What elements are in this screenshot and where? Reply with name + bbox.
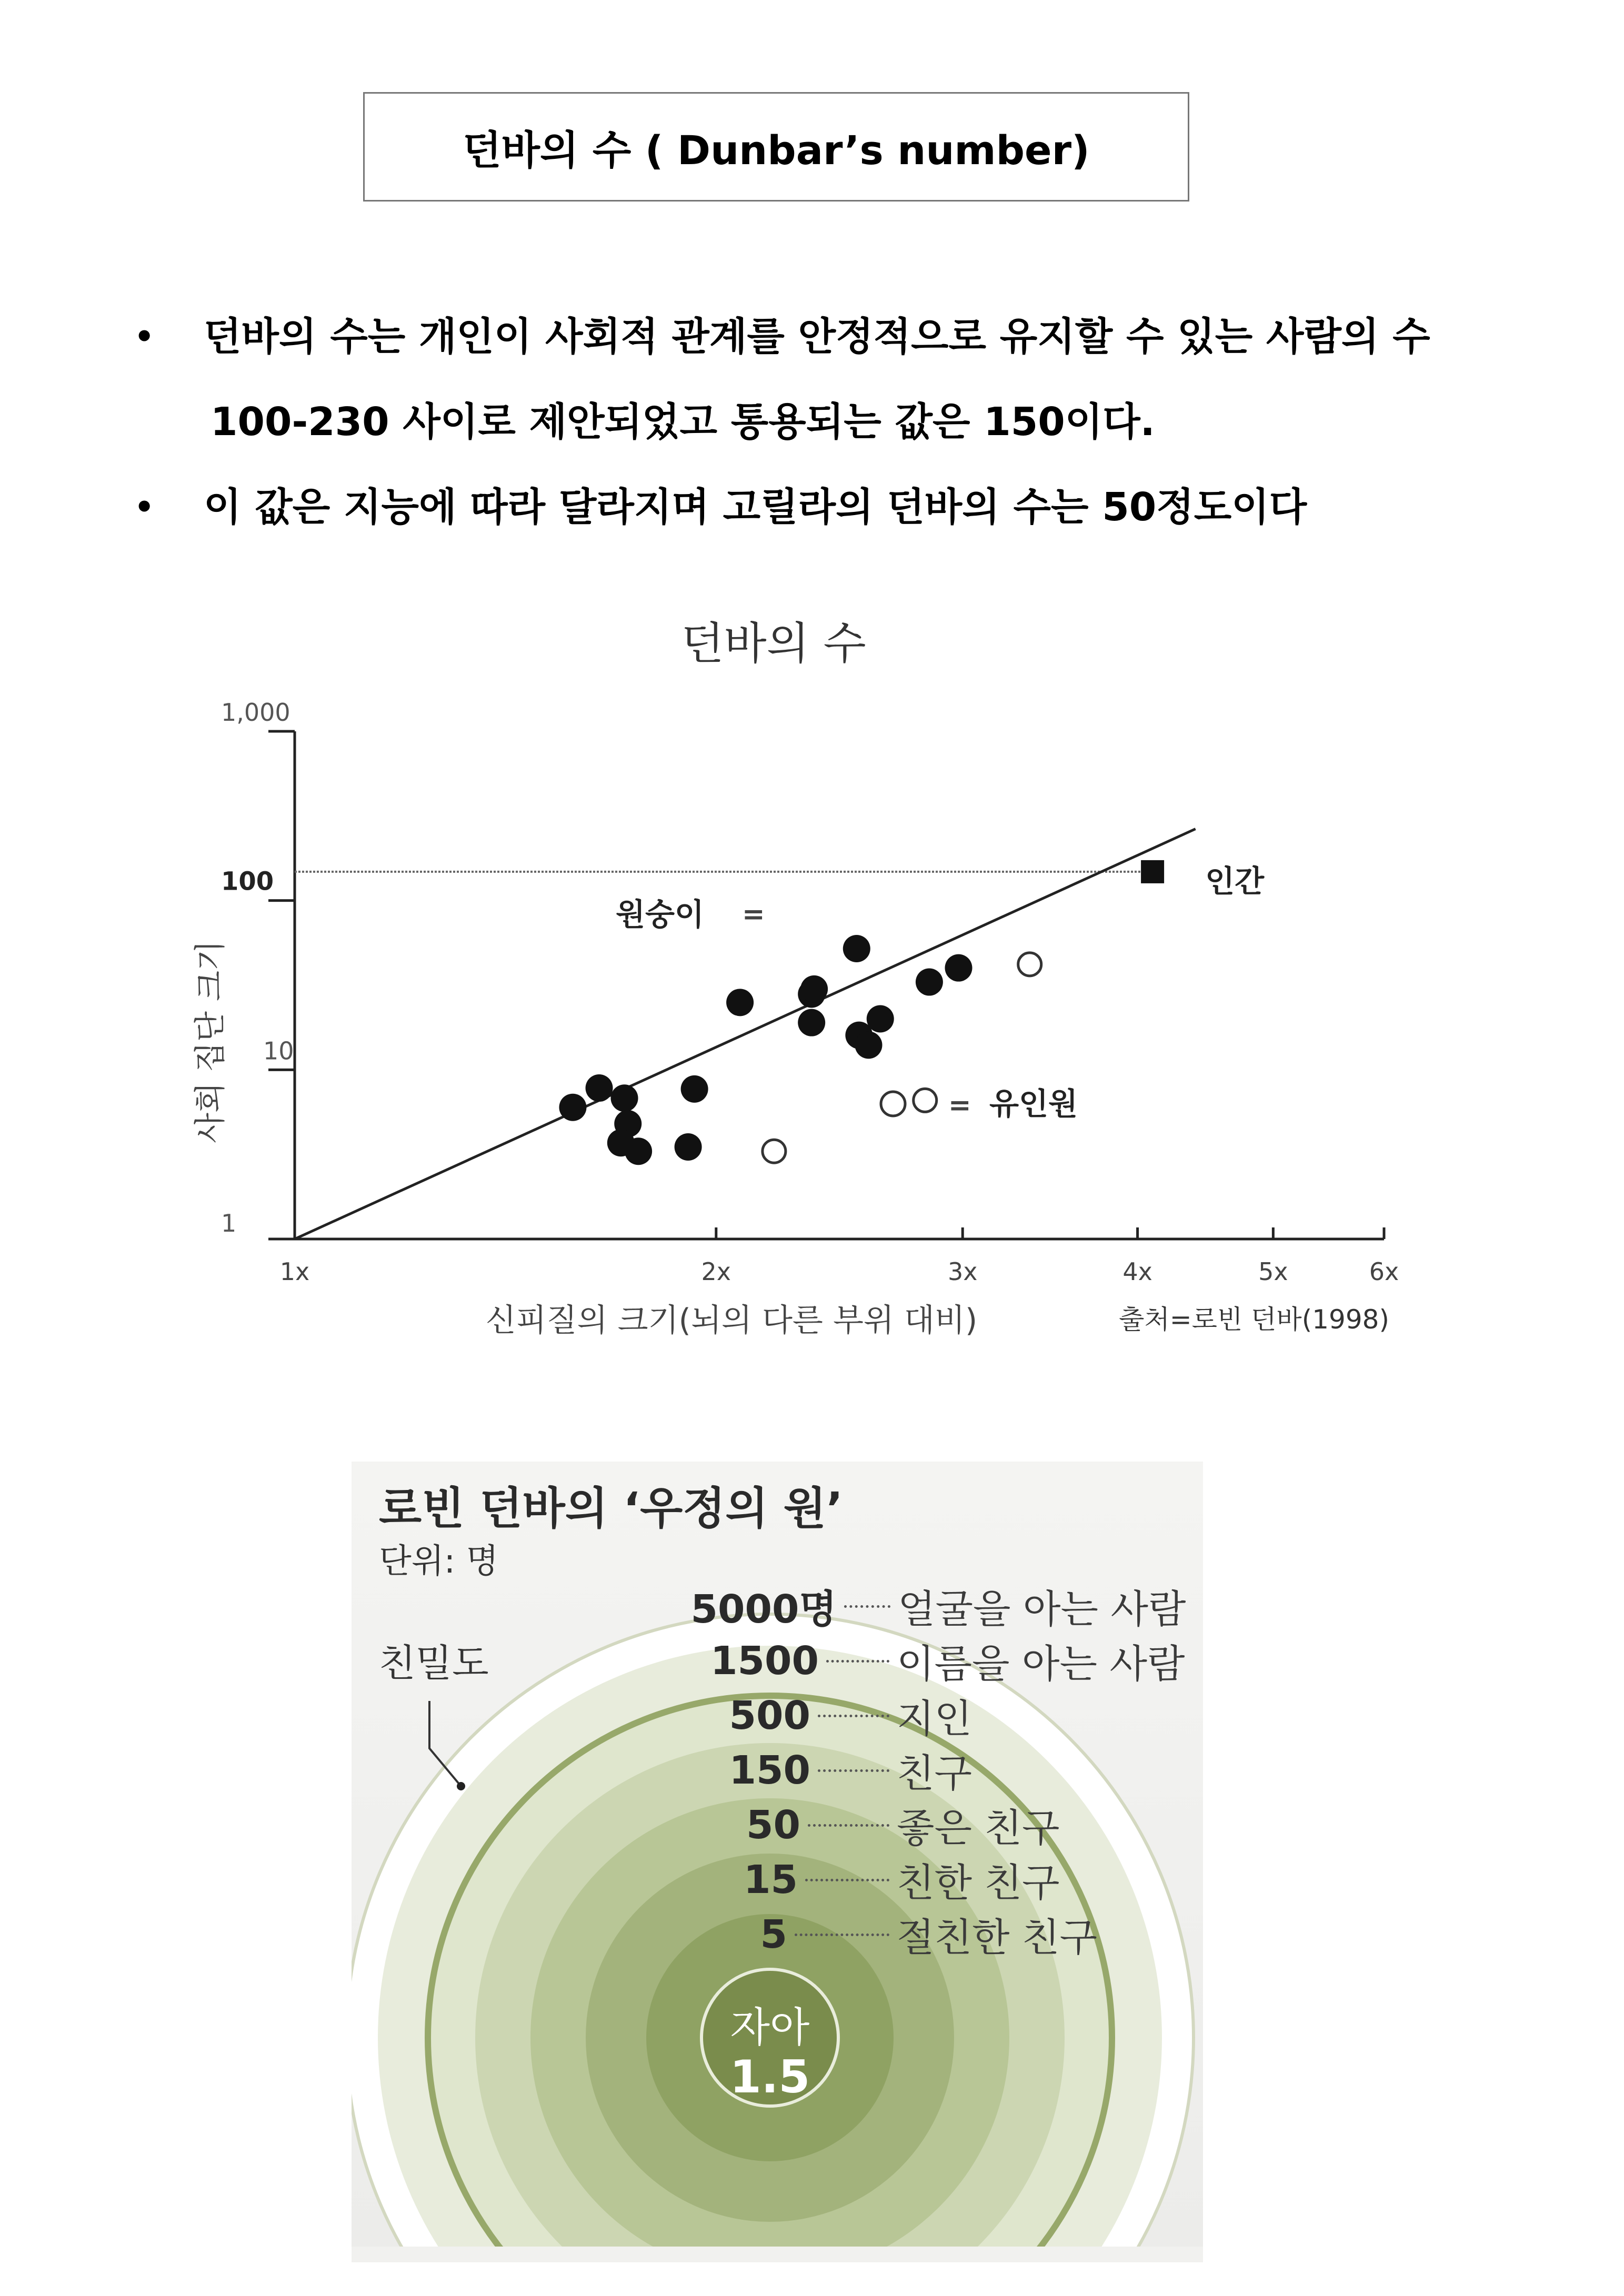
document-title-text: 던바의 수 ( Dunbar’s number) <box>463 126 1090 174</box>
ring-label-row <box>744 1856 1059 1904</box>
intimacy-label: 친밀도 <box>379 1641 489 1685</box>
ring-label-row <box>710 1637 1185 1685</box>
ring-label-row <box>691 1583 1186 1630</box>
figure-bottom-edge <box>352 2247 1203 2262</box>
figure-title: 로빈 던바의 ‘우정의 원’ <box>379 1483 843 1534</box>
list-item <box>134 310 1529 363</box>
monkey-point <box>867 1005 894 1033</box>
leader-line <box>818 1769 889 1772</box>
bullet-marker: • <box>134 318 155 355</box>
leader-line <box>818 1715 889 1717</box>
monkey-point <box>798 1009 825 1036</box>
bullet-marker: • <box>134 489 155 526</box>
x-tick-label: 2x <box>701 1257 731 1286</box>
y-tick-label: 1,000 <box>221 698 290 727</box>
leader-line <box>805 1879 889 1881</box>
self-value: 1.5 <box>729 2051 810 2103</box>
leader-line <box>808 1824 889 1827</box>
y-tick-label: 10 <box>263 1036 294 1065</box>
chart-legend <box>616 863 1265 1122</box>
y-axis-label: 사회 집단 크기 <box>192 940 229 1143</box>
monkey-point <box>945 954 972 982</box>
ring-value: 1500 <box>710 1638 819 1684</box>
x-tick-label: 3x <box>947 1257 978 1286</box>
ring-label: 이름을 아는 사람 <box>897 1642 1185 1687</box>
list-item-continuation <box>134 396 1529 448</box>
ring-label: 친한 친구 <box>897 1860 1060 1906</box>
monkey-point <box>726 989 754 1016</box>
bullet-text: 100-230 사이로 제안되었고 통용되는 값은 150이다. <box>210 399 1155 445</box>
ape-point <box>914 1089 937 1112</box>
y-tick-label: 100 <box>221 867 274 897</box>
ring-label-row <box>760 1911 1097 1958</box>
x-axis-label: 신피질의 크기(뇌의 다른 부위 대비) <box>485 1302 978 1339</box>
figure-unit: 단위: 명 <box>379 1542 499 1581</box>
monkey-point <box>916 969 943 996</box>
ring-value: 50 <box>746 1802 800 1848</box>
legend-ape-marker <box>881 1092 905 1116</box>
y-tick-label: 1 <box>221 1209 237 1237</box>
leader-line <box>826 1660 889 1663</box>
ring-label: 얼굴을 아는 사람 <box>898 1587 1186 1632</box>
ape-point <box>1018 953 1041 976</box>
legend-equals: = <box>948 1090 971 1121</box>
ring-value: 15 <box>744 1857 798 1902</box>
legend-human-label: 인간 <box>1205 863 1265 899</box>
ring-value: 5000명 <box>690 1587 837 1632</box>
bullet-text: 이 값은 지능에 따라 달라지며 고릴라의 던바의 수는 50정도이다 <box>204 485 1307 530</box>
monkey-point <box>625 1137 652 1165</box>
monkey-point <box>843 935 870 962</box>
legend-equals: = <box>742 899 765 930</box>
human-point <box>1141 860 1164 883</box>
ring-value: 150 <box>729 1748 810 1793</box>
monkey-point <box>681 1075 708 1103</box>
ring-label-row <box>729 1692 972 1739</box>
x-tick-label: 5x <box>1258 1257 1288 1286</box>
ring-label-row <box>729 1747 972 1794</box>
leader-line <box>844 1605 890 1608</box>
x-tick-label: 1x <box>279 1257 310 1286</box>
ring-label-row <box>746 1801 1059 1849</box>
self-center-label <box>717 2003 823 2102</box>
ring-value: 5 <box>760 1912 787 1957</box>
x-tick-label: 6x <box>1369 1257 1399 1286</box>
ring-label: 좋은 친구 <box>897 1806 1060 1851</box>
self-label: 자아 <box>730 2004 810 2051</box>
leader-line <box>795 1934 889 1936</box>
trend-line <box>295 829 1196 1239</box>
intimacy-pointer-dot <box>457 1782 465 1790</box>
chart-title: 던바의 수 <box>681 618 866 669</box>
list-item <box>134 481 1529 533</box>
ape-point <box>763 1140 786 1163</box>
dunbar-scatter-chart <box>184 610 1458 1357</box>
document-title <box>363 92 1189 202</box>
monkey-point <box>559 1094 586 1121</box>
monkey-point <box>855 1031 882 1059</box>
x-tick-label: 4x <box>1122 1257 1152 1286</box>
monkey-point <box>800 975 828 1003</box>
bullet-list <box>134 310 1529 566</box>
ring-label: 절친한 친구 <box>897 1915 1097 1960</box>
bullet-text: 던바의 수는 개인이 사회적 관계를 안정적으로 유지할 수 있는 사람의 수 <box>204 314 1430 359</box>
ring-value: 500 <box>729 1693 810 1738</box>
chart-source: 출처=로빈 던바(1998) <box>1119 1304 1389 1335</box>
ring-label: 친구 <box>897 1751 972 1796</box>
ring-label: 지인 <box>897 1696 972 1741</box>
legend-monkey-label: 원숭이 <box>616 897 705 932</box>
monkey-point <box>675 1133 702 1161</box>
legend-ape-label: 유인원 <box>989 1086 1078 1122</box>
friendship-circles-figure <box>352 1462 1203 2262</box>
monkey-point <box>611 1084 638 1112</box>
trend-line-group <box>295 829 1196 1239</box>
monkey-point <box>586 1074 613 1102</box>
